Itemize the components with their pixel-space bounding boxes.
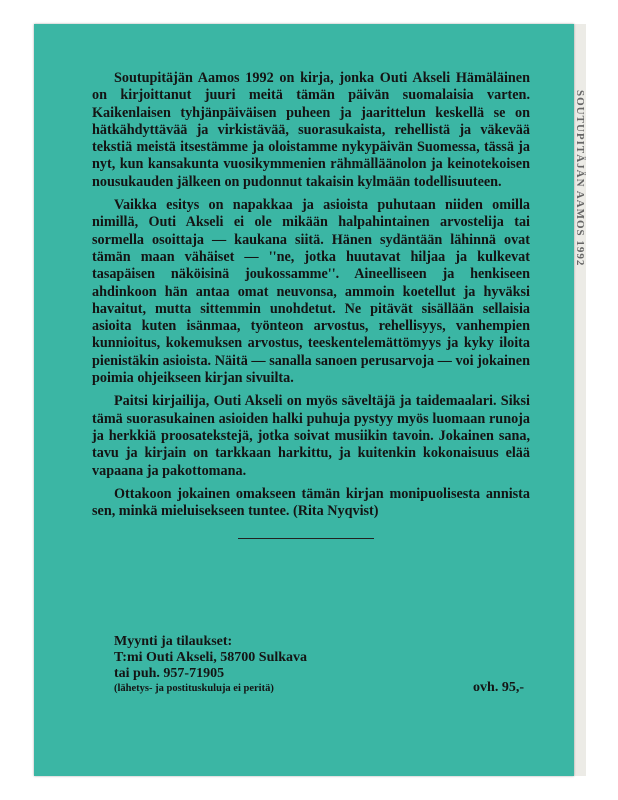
description-paragraph-2: Vaikka esitys on napakkaa ja asioista puhutaan niiden omilla nimillä, Outi Akseli ei ole mikään halpahintainen arvostelija tai sormella osoittaja — kaukana siitä. Hänen sydäntään lähinnä ovat tämän maan vähäiset — ''ne, jotka huutavat hiljaa ja kulkevat tasapäisen näköisinä joukossamme''. Aineelliseen ja henkiseen ahdinkoon hän antaa omat neuvonsa, ammoin koetellut ja hyväksi havaitut, mutta sittemmin unohdetut. Ne pitävät sisällään sellaisia asioita kuten isänmaa, työnteon arvostus, rehellisyys, vanhempien kunnioitus, kokemuksen arvostus, teeskentelemättömyys ja kyky iloita pienistäkin asioista. Näitä — sanalla sanoen perusarvoja — voi jokainen poimia ohjeikseen kirjan sivuilta. bbox=[92, 197, 530, 387]
order-heading: Myynti ja tilaukset: bbox=[114, 634, 233, 649]
shipping-note: (lähetys- ja postituskuluja ei peritä) bbox=[114, 683, 274, 694]
description-block bbox=[92, 70, 530, 539]
description-paragraph-3: Paitsi kirjailija, Outi Akseli on myös säveltäjä ja taidemaalari. Siksi tämä suorasukainen asioiden halki puhuja pystyy myös luomaan runoja ja herkkiä proosatekstejä, jotka soivat musiikin tavoin. Jokainen sana, tavu ja kirjain on tarkkaan harkittu, ja kuitenkin kokonaisuus elää vapaana ja pakottomana. bbox=[92, 393, 530, 479]
price-label: ovh. 95,- bbox=[473, 680, 524, 695]
spine-title: SOUTUPITÄJÄN AAMOS 1992 bbox=[574, 90, 586, 267]
order-info bbox=[114, 634, 524, 696]
phone-number: tai puh. 957-71905 bbox=[114, 666, 225, 681]
description-paragraph-1: Soutupitäjän Aamos 1992 on kirja, jonka Outi Akseli Hämäläinen on kirjoittanut juuri meitä tämän päivän suomalaisia varten. Kaikenlaisen tyhjänpäiväisen puheen ja jaarittelun keskellä se on hätkähdyttävää ja virkistävää, suorasukaista, rehellistä ja väkevää tekstiä meistä itsestämme ja oloistamme nykypäivän Suomessa, tässä ja nyt, kun kansakunta vuosikymmenien rähmälläänolon ja keinotekoisen nousukauden jälkeen on pudonnut takaisin kylmään todellisuuteen. bbox=[92, 70, 530, 190]
description-paragraph-4: Ottakoon jokainen omakseen tämän kirjan monipuolisesta annista sen, minkä mieluisekseen tuntee. (Rita Nyqvist) bbox=[92, 485, 530, 520]
section-divider bbox=[238, 538, 374, 539]
company-address: T:mi Outi Akseli, 58700 Sulkava bbox=[114, 650, 308, 665]
